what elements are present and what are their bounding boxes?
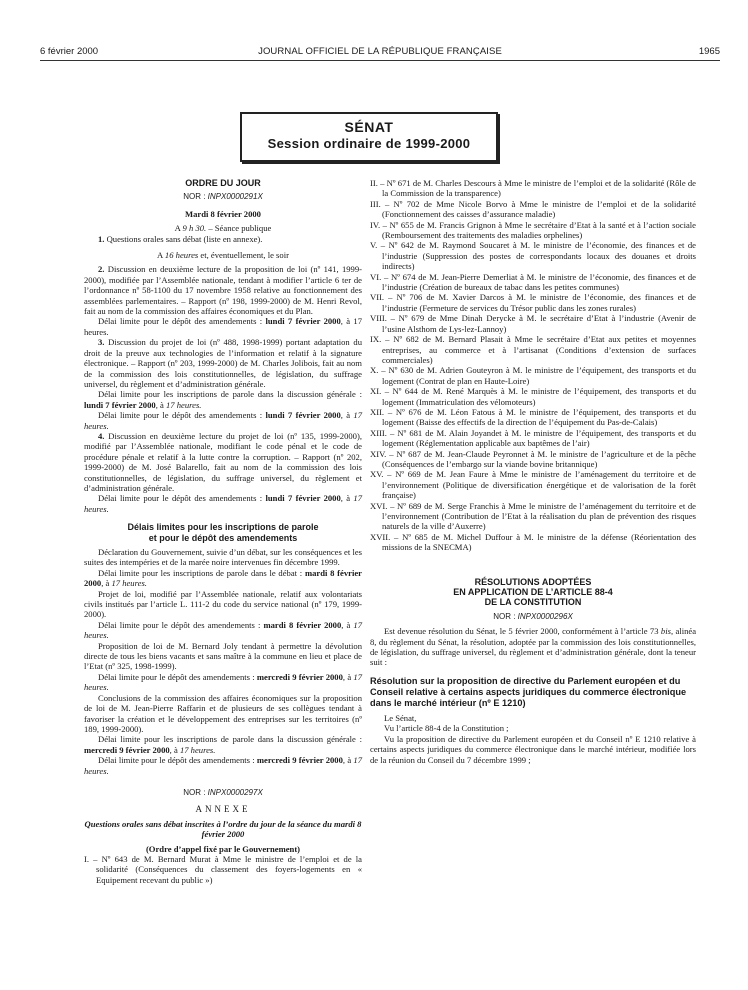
annexe-subtitle: Questions orales sans débat inscrites à l’ordre du jour de la séance du mardi 8 février 2000 — [84, 818, 362, 840]
left-column — [84, 178, 362, 885]
annexe-heading: ANNEXE — [195, 804, 251, 815]
resolution-intro: Est devenue résolution du Sénat, le 5 février 2000, conformément à l’article 73 bis, alinéa 8, du règlement du Sénat, la résolution, adoptée par la commission des lois constitutionnelles, de législation, du suffrage universel, du règlement et d’administration générale, dont la teneur suit : — [370, 626, 697, 668]
question-item: XIII. – Nº 681 de M. Alain Joyandet à M. le ministre de l’équipement, des transports et du logement (Réglementation applicable aux baptêmes de l’air) — [370, 427, 696, 449]
question-item: V. – Nº 642 de M. Raymond Soucaret à M. le ministre de l’économie, des finances et de l’industrie (Suppression des postes de correspondants locaux des douanes et droits indirects) — [370, 240, 696, 272]
vu-article: Vu l’article 88-4 de la Constitution ; — [384, 723, 509, 734]
page-number: 1965 — [698, 46, 720, 57]
vu-proposition: Vu la proposition de directive du Parlement européen et du Conseil nº E 1210 relative à certains aspects juridiques du commerce électronique dans le marché intérieur, modifiée lors de la réunion du Conseil du 7 décembre 1999 ; — [370, 733, 696, 765]
morning-sitting: A 9 h 30. – Séance publique — [174, 223, 272, 234]
agenda-item-4-deadline: Délai limite pour le dépôt des amendements : lundi 7 février 2000, à 17 heures. — [84, 493, 362, 514]
question-item: X. – Nº 630 de M. Adrien Gouteyron à M. le ministre de l’équipement, des transports et du logement (Contrat de plan en Haute-Loire) — [370, 365, 696, 386]
agenda-item-4: 4. Discussion en deuxième lecture du projet de loi (nº 135, 1999-2000), modifié par l’Assemblée nationale, modifiant le code pénal et le code de procédure pénale et relatif à la lutte contre la corruption. – Rapport (nº 202, 1999-2000) de M. José Balarello, fait au nom de la commission des lois constitutionnelles, de législation, du suffrage universel, du règlement et d’administration générale. — [84, 430, 362, 493]
question-item: XIV. – Nº 687 de M. Jean-Claude Peyronnet à M. le ministre de l’agriculture et de la pêche (Conséquences de l’embargo sur la viande bovine britannique) — [370, 448, 696, 469]
resolution-title: Résolution sur la proposition de directive du Parlement européen et du Conseil relative à certains aspects juridiques du commerce électronique dans le marché intérieur (nº E 1210) — [370, 675, 687, 708]
le-senat: Le Sénat, — [384, 712, 417, 723]
conclusions-text: Conclusions de la commission des affaires économiques sur la proposition de loi de M. Jean-Pierre Raffarin et de plusieurs de ses collègues tendant à favoriser la création et le développement des entreprises sur les territoires (nº 189, 1999-2000). — [84, 692, 362, 734]
senat-title-box — [240, 112, 498, 162]
declaration-text: Déclaration du Gouvernement, suivie d’un débat, sur les conséquences et les suites des intempéries et de la marée noire intervenues fin décembre 1999. — [84, 547, 362, 568]
session-subtitle: Session ordinaire de 1999-2000 — [267, 136, 471, 151]
conclusions-deadline-amendments: Délai limite pour le dépôt des amendements : mercredi 9 février 2000, à 17 heures. — [84, 755, 362, 776]
declaration-deadline: Délai limite pour les inscriptions de parole dans le débat : mardi 8 février 2000, à 17 heures. — [84, 567, 362, 589]
question-item: XII. – Nº 676 de M. Léon Fatous à M. le ministre de l’équipement, des transports et du logement (Baisse des effectifs de la direction de l’équipement du Pas-de-Calais) — [370, 406, 696, 428]
nor-reference-annexe: NOR : INPX0000297X — [183, 787, 263, 797]
proposal-deadline: Délai limite pour le dépôt des amendements : mercredi 9 février 2000, à 17 heures. — [84, 671, 362, 693]
question-item: VII. – Nº 706 de M. Xavier Darcos à M. le ministre de l’économie, des finances et de l’industrie (Fermeture de services du Trésor public dans les zones rurales) — [370, 292, 696, 313]
conclusions-deadline-speakers: Délai limite pour les inscriptions de parole dans la discussion générale : mercredi 9 février 2000, à 17 heures. — [84, 734, 362, 755]
sitting-date: Mardi 8 février 2000 — [185, 208, 261, 219]
afternoon-sitting: A 16 heures et, éventuellement, le soir — [157, 250, 289, 261]
agenda-item-2-deadline: Délai limite pour le dépôt des amendements : lundi 7 février 2000, à 17 heures. — [84, 316, 362, 337]
agenda-item-1: 1. Questions orales sans débat (liste en annexe). — [98, 233, 263, 244]
agenda-item-2: 2. Discussion en deuxième lecture de la proposition de loi (nº 141, 1999-2000), modifiée par l’Assemblée nationale, tendant à modifier l’article 6 ter de l’ordonnance nº 58-1100 du 17 novembre 1958 relative au fonctionnement des assemblées parlementaires. – Rapport (nº 198, 1999-2000) de M. Henri Revol, fait au nom de la commission des affaires économiques et du Plan. — [84, 264, 362, 317]
page-header — [40, 46, 720, 60]
senat-title: SÉNAT — [344, 119, 394, 135]
bill-text: Projet de loi, modifié par l’Assemblée nationale, relatif aux volontariats civils institués par l’article L. 111-2 du code du service national (nº 179, 1999-2000). — [84, 588, 362, 620]
question-item: XVI. – Nº 689 de M. Serge Franchis à Mme le ministre de l’aménagement du territoire et de l’environnement (Contribution de l’Etat à la réalisation du plan de prévention des risques naturels de la ville d’Auxerre) — [370, 500, 696, 532]
question-I: I. – Nº 643 de M. Bernard Murat à Mme le ministre de l’emploi et de la solidarité (Conséquences du classement des foyers-logements en « Equipement recevant du public ») — [84, 853, 362, 885]
header-date: 6 février 2000 — [40, 46, 99, 57]
header-rule — [40, 60, 720, 61]
agenda-item-3: 3. Discussion du projet de loi (nº 488, 1998-1999) portant adaptation du droit de la preuve aux technologies de l’information et relatif à la signature électronique. – Rapport (nº 203, 1999-2000) de M. Charles Jolibois, fait au nom de la commission des lois constitutionnelles, de législation, du suffrage universel, du règlement et d’administration générale. — [84, 337, 362, 389]
bill-deadline: Délai limite pour le dépôt des amendements : mardi 8 février 2000, à 17 heures. — [84, 619, 363, 641]
journal-title: JOURNAL OFFICIEL DE LA RÉPUBLIQUE FRANÇAISE — [258, 46, 502, 57]
question-list — [370, 178, 696, 553]
question-item: VIII. – Nº 679 de Mme Dinah Derycke à M. le secrétaire d’Etat à l’industrie (Avenir de l’usine Alsthom de Lys-lez-Lannoy) — [370, 313, 696, 334]
ordre-du-jour-heading: ORDRE DU JOUR — [185, 178, 261, 188]
deadlines-heading: Délais limites pour les inscriptions de parole et pour le dépôt des amendements — [127, 522, 319, 543]
proposal-text: Proposition de loi de M. Bernard Joly tendant à permettre la dévolution directe de tous les biens vacants et sans maître à la commune en lieu et place de l’Etat (nº 325, 1998-1999). — [84, 640, 362, 672]
question-item: XI. – Nº 644 de M. René Marquès à M. le ministre de l’équipement, des transports et du logement (Immatriculation des vélomoteurs) — [370, 386, 696, 407]
question-item: VI. – Nº 674 de M. Jean-Pierre Demerliat à M. le ministre de l’économie, des finances et de l’industrie (Création de bureaux de tabac dans les petites communes) — [370, 271, 696, 293]
question-item: IX. – Nº 682 de M. Bernard Plasait à Mme le secrétaire d’Etat aux petites et moyennes entreprises, au commerce et à l’artisanat (Conditions d’extension de surfaces commerciales) — [370, 334, 696, 365]
question-item: XV. – Nº 669 de M. Jean Faure à Mme le ministre de l’aménagement du territoire et de l’environnement (Politique de diversification énergétique et de valorisation de la forêt française) — [370, 469, 696, 501]
nor-reference-resolution: NOR : INPX0000296X — [493, 611, 573, 621]
question-item: IV. – Nº 655 de M. Francis Grignon à Mme le secrétaire d’Etat à la santé et à l’action sociale (Remboursement des traitements des maladies orphelines) — [370, 219, 696, 241]
call-order: (Ordre d’appel fixé par le Gouvernement) — [145, 843, 301, 854]
agenda-item-3-deadline-speakers: Délai limite pour les inscriptions de parole dans la discussion générale : lundi 7 février 2000, à 17 heures. — [84, 389, 362, 410]
question-item: II. – Nº 671 de M. Charles Descours à Mme le ministre de l’emploi et de la solidarité (Rôle de la Commission de la transparence) — [370, 178, 696, 199]
right-column — [370, 178, 696, 765]
question-item: III. – Nº 702 de Mme Nicole Borvo à Mme le ministre de l’emploi et de la solidarité (Fonctionnement des caisses d’assurance maladie) — [370, 198, 696, 220]
resolutions-heading: RÉSOLUTIONS ADOPTÉES EN APPLICATION DE L’ARTICLE 88-4 DE LA CONSTITUTION — [453, 576, 613, 608]
question-item: XVII. – Nº 685 de M. Michel Duffour à M. le ministre de la défense (Réorientation des missions de la SNECMA) — [370, 531, 696, 553]
nor-reference: NOR : INPX0000291X — [183, 192, 263, 202]
agenda-item-3-deadline-amendments: Délai limite pour le dépôt des amendements : lundi 7 février 2000, à 17 heures. — [84, 410, 362, 431]
